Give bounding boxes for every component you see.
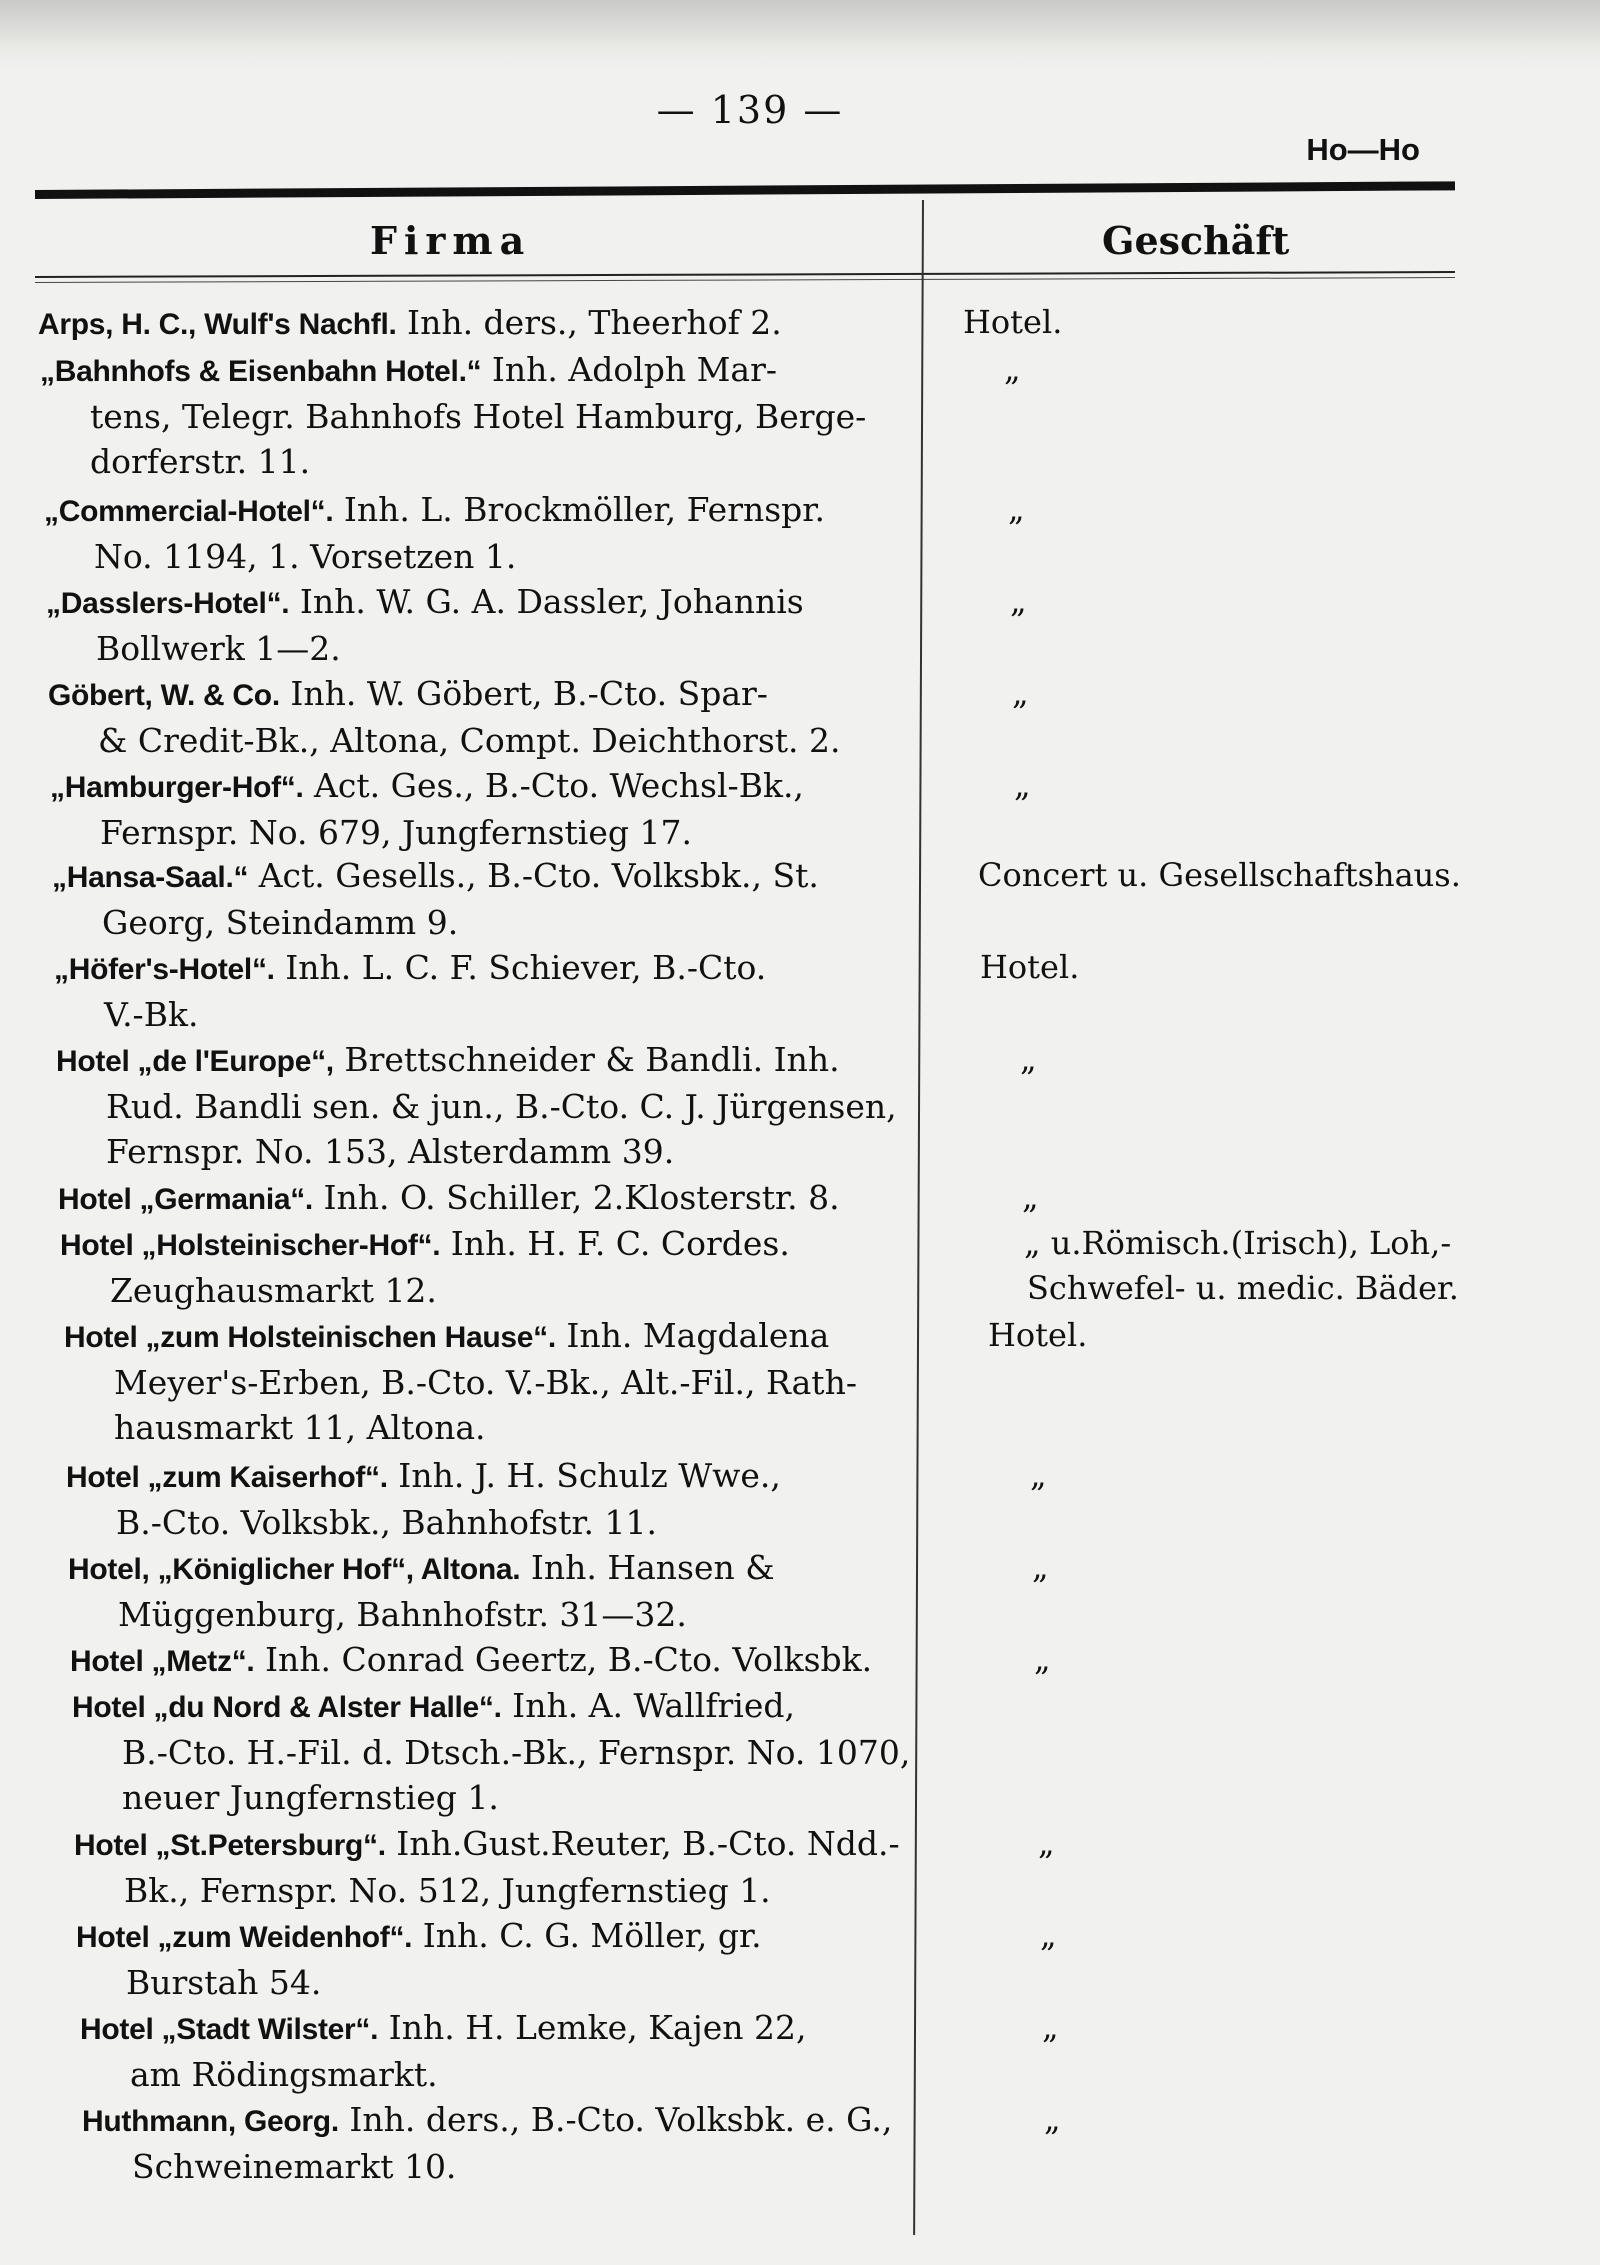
entry-details-continued: am Rödingsmarkt. bbox=[130, 2055, 438, 2094]
entry-name: Hotel „zum Kaiserhof“. bbox=[66, 1461, 388, 1494]
entry-geschaeft bbox=[1024, 1221, 1459, 1311]
entry-details: Inh. Adolph Mar- bbox=[491, 350, 778, 389]
entry-firma bbox=[44, 487, 924, 579]
entry-firma bbox=[70, 1637, 950, 1684]
entry-details-continued: Bollwerk 1—2. bbox=[96, 629, 341, 668]
entry-geschaeft: „ bbox=[1014, 766, 1031, 804]
entry-name: „Commercial-Hotel“. bbox=[44, 495, 334, 528]
entry-name: Huthmann, Georg. bbox=[82, 2105, 339, 2138]
entry-details: Inh. O. Schiller, 2.Klosterstr. 8. bbox=[323, 1178, 840, 1217]
entry-details-continued: & Credit-Bk., Altona, Compt. Deichthorst. 2. bbox=[98, 721, 841, 760]
entry-name: Göbert, W. & Co. bbox=[48, 679, 280, 712]
entry-name: Hotel „de l'Europe“, bbox=[56, 1045, 334, 1078]
entry-details-continued: tens, Telegr. Bahnhofs Hotel Hamburg, Berge- dorferstr. 11. bbox=[90, 397, 867, 481]
entry-geschaeft: „ bbox=[1010, 582, 1027, 620]
entry-name: Hotel, „Königlicher Hof“, Altona. bbox=[68, 1553, 521, 1586]
entry-geschaeft: Hotel. bbox=[988, 1316, 1088, 1354]
entry-geschaeft-line: Schwefel- u. medic. Bäder. bbox=[1027, 1269, 1459, 1307]
running-head: Ho—Ho bbox=[1306, 132, 1420, 167]
entry-firma bbox=[52, 853, 932, 945]
entry-firma bbox=[58, 1175, 938, 1222]
entry-details: Inh. A. Wallfried, bbox=[512, 1686, 796, 1725]
entry-geschaeft: „ bbox=[1044, 2100, 1061, 2138]
entry-firma bbox=[68, 1545, 948, 1637]
entry-name: Hotel „zum Holsteinischen Hause“. bbox=[64, 1321, 556, 1354]
entry-geschaeft: „ bbox=[1004, 350, 1021, 388]
entry-details: Inh. Magdalena bbox=[566, 1316, 830, 1355]
entry-name: Hotel „Germania“. bbox=[58, 1183, 313, 1216]
entry-firma bbox=[50, 763, 930, 855]
entry-geschaeft: „ bbox=[1030, 1456, 1047, 1494]
entry-details: Inh. C. G. Möller, gr. bbox=[422, 1916, 762, 1955]
entry-details: Inh. ders., Theerhof 2. bbox=[407, 303, 782, 342]
entry-firma bbox=[76, 1913, 956, 2005]
entry-name: „Bahnhofs & Eisenbahn Hotel.“ bbox=[40, 355, 482, 388]
page-number: — 139 — bbox=[656, 88, 844, 132]
entry-details-continued: Burstah 54. bbox=[126, 1963, 322, 2002]
entry-name: „Hamburger-Hof“. bbox=[50, 771, 304, 804]
entry-details-continued: Zeughausmarkt 12. bbox=[110, 1271, 437, 1310]
entry-firma bbox=[54, 945, 934, 1037]
entry-firma bbox=[46, 579, 926, 671]
entry-details-continued: Georg, Steindamm 9. bbox=[102, 903, 459, 942]
entry-geschaeft: „ bbox=[1042, 2008, 1059, 2046]
entry-firma bbox=[56, 1037, 936, 1174]
entry-details: Inh. Conrad Geertz, B.-Cto. Volksbk. bbox=[264, 1640, 873, 1679]
header-double-rule bbox=[35, 271, 1455, 283]
entry-details: Inh. ders., B.-Cto. Volksbk. e. G., bbox=[349, 2100, 893, 2139]
entry-name: Hotel „Stadt Wilster“. bbox=[80, 2013, 379, 2046]
entry-details-continued: Bk., Fernspr. No. 512, Jungfernstieg 1. bbox=[124, 1871, 771, 1910]
entry-name: Hotel „du Nord & Alster Halle“. bbox=[72, 1691, 502, 1724]
entry-details: Inh. W. G. A. Dassler, Johannis bbox=[299, 582, 804, 621]
entry-details-continued: Fernspr. No. 679, Jungfernstieg 17. bbox=[100, 813, 692, 852]
entry-geschaeft: „ bbox=[1022, 1178, 1039, 1216]
entry-firma bbox=[48, 671, 928, 763]
entry-firma bbox=[60, 1221, 940, 1313]
entry-geschaeft: „ bbox=[1012, 674, 1029, 712]
entry-details-continued: B.-Cto. H.-Fil. d. Dtsch.-Bk., Fernspr. No. 1070, neuer Jungfernstieg 1. bbox=[122, 1733, 911, 1817]
entry-name: Hotel „zum Weidenhof“. bbox=[76, 1921, 413, 1954]
entry-geschaeft: „ bbox=[1008, 490, 1025, 528]
entry-name: „Höfer's-Hotel“. bbox=[54, 953, 275, 986]
entry-details: Inh. L. Brockmöller, Fernspr. bbox=[343, 490, 825, 529]
entry-details: Inh. H. Lemke, Kajen 22, bbox=[388, 2008, 807, 2047]
entry-name: Arps, H. C., Wulf's Nachfl. bbox=[38, 308, 397, 341]
entry-details: Inh. Hansen & bbox=[530, 1548, 775, 1587]
entry-geschaeft-line: „ u.Römisch.(Irisch), Loh,- bbox=[1024, 1224, 1452, 1262]
header-rule bbox=[35, 181, 1455, 199]
column-header-firma: Firma bbox=[370, 218, 532, 263]
entry-firma bbox=[38, 300, 918, 347]
entry-name: Hotel „St.Petersburg“. bbox=[74, 1829, 386, 1862]
entry-geschaeft: Hotel. bbox=[963, 303, 1063, 341]
entry-geschaeft: „ bbox=[1034, 1640, 1051, 1678]
entry-geschaeft: „ bbox=[1020, 1040, 1037, 1078]
entry-firma bbox=[64, 1313, 944, 1450]
entry-details-continued: Rud. Bandli sen. & jun., B.-Cto. C. J. Jürgensen, Fernspr. No. 153, Alsterdamm 39. bbox=[106, 1087, 897, 1171]
scan-border bbox=[0, 0, 1600, 75]
entry-details-continued: Müggenburg, Bahnhofstr. 31—32. bbox=[118, 1595, 687, 1634]
entry-name: Hotel „Holsteinischer-Hof“. bbox=[60, 1229, 441, 1262]
entry-details: Inh.Gust.Reuter, B.-Cto. Ndd.- bbox=[396, 1824, 900, 1863]
entry-details-continued: V.-Bk. bbox=[104, 995, 199, 1034]
entry-details-continued: B.-Cto. Volksbk., Bahnhofstr. 11. bbox=[116, 1503, 657, 1542]
entry-details-continued: Meyer's-Erben, B.-Cto. V.-Bk., Alt.-Fil., Rath- hausmarkt 11, Altona. bbox=[114, 1363, 857, 1447]
entry-firma bbox=[80, 2005, 960, 2097]
entry-details-continued: No. 1194, 1. Vorsetzen 1. bbox=[94, 537, 517, 576]
entry-details: Inh. J. H. Schulz Wwe., bbox=[398, 1456, 781, 1495]
entry-geschaeft: „ bbox=[1032, 1548, 1049, 1586]
entry-firma bbox=[82, 2097, 962, 2189]
entry-firma bbox=[74, 1821, 954, 1913]
entry-firma bbox=[72, 1683, 952, 1820]
entry-name: Hotel „Metz“. bbox=[70, 1645, 255, 1678]
entry-details: Inh. H. F. C. Cordes. bbox=[450, 1224, 790, 1263]
entry-geschaeft: Concert u. Gesellschaftshaus. bbox=[978, 856, 1461, 894]
entry-geschaeft: „ bbox=[1038, 1824, 1055, 1862]
entry-name: „Dasslers-Hotel“. bbox=[46, 587, 290, 620]
entry-details: Act. Ges., B.-Cto. Wechsl-Bk., bbox=[314, 766, 804, 805]
entry-geschaeft: „ bbox=[1040, 1916, 1057, 1954]
entry-details: Inh. W. Göbert, B.-Cto. Spar- bbox=[290, 674, 768, 713]
entry-firma bbox=[40, 347, 920, 484]
entry-name: „Hansa-Saal.“ bbox=[52, 861, 249, 894]
entry-details: Inh. L. C. F. Schiever, B.-Cto. bbox=[285, 948, 767, 987]
entry-firma bbox=[66, 1453, 946, 1545]
entry-geschaeft: Hotel. bbox=[980, 948, 1080, 986]
entry-details: Act. Gesells., B.-Cto. Volksbk., St. bbox=[258, 856, 819, 895]
entry-details-continued: Schweinemarkt 10. bbox=[132, 2147, 457, 2186]
column-header-geschaeft: Geschäft bbox=[1102, 218, 1290, 263]
entry-details: Brettschneider & Bandli. Inh. bbox=[344, 1040, 840, 1079]
